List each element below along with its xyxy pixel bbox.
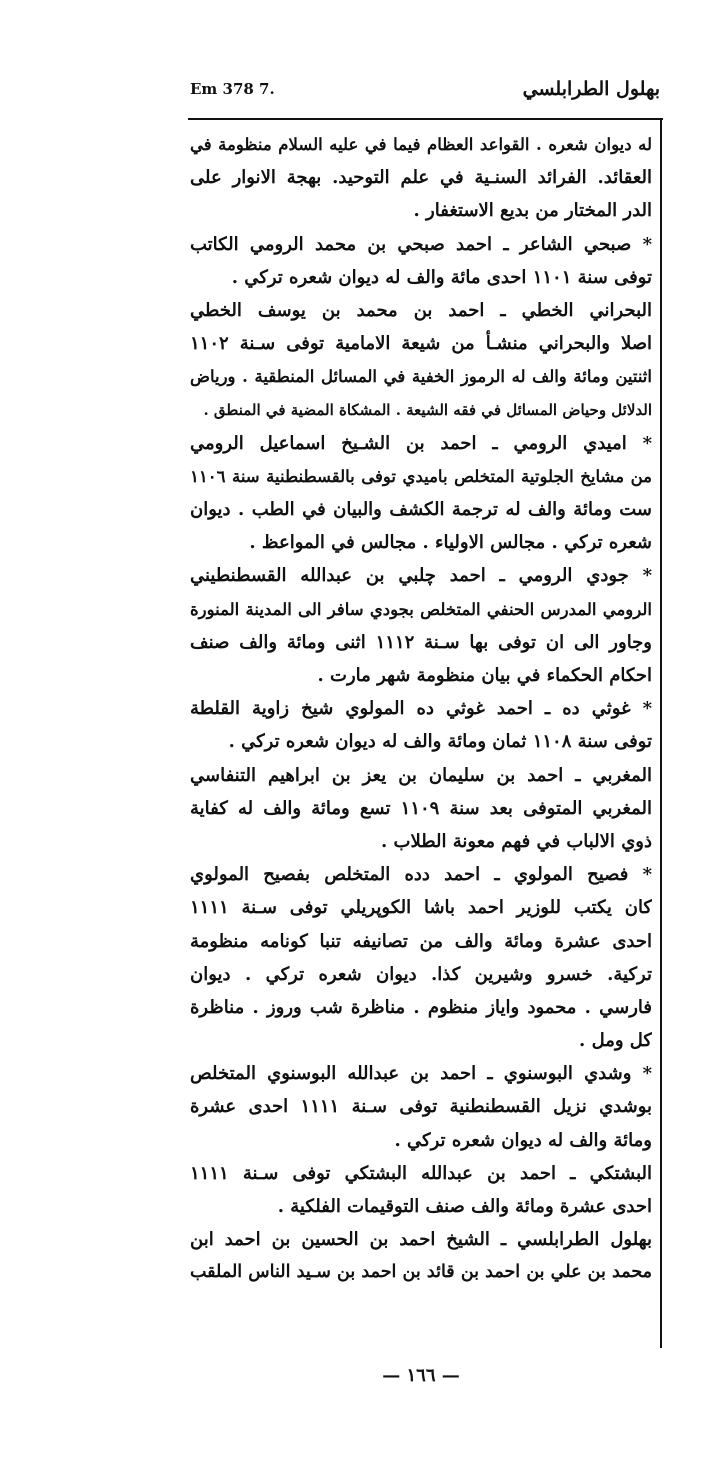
text-line: ست ومائة والف له ترجمة الكشف والبيان في الطب . ديوان bbox=[190, 499, 652, 521]
body-text bbox=[190, 128, 652, 1290]
text-line: بوشدي نزيل القسطنطنية توفى سـنة ١١١١ احدى عشرة bbox=[190, 1096, 652, 1118]
text-line: بهلول الطرابلسي ـ الشيخ احمد بن الحسين بن احمد ابن bbox=[190, 1229, 652, 1251]
text-line: تركية. خسرو وشيرين كذا. ديوان شعره تركي . ديوان bbox=[190, 963, 652, 985]
page-code: Em 378 7. bbox=[190, 80, 275, 98]
page-header bbox=[190, 78, 660, 108]
page-number: — ١٦٦ — bbox=[382, 1365, 460, 1386]
text-line: كل ومل . bbox=[579, 1030, 652, 1052]
text-line: المغربي المتوفى بعد سنة ١١٠٩ تسع ومائة والف له كفاية bbox=[190, 797, 652, 819]
text-line: وجاور الى ان توفى بها سـنة ١١١٢ اثنى ومائة والف صنف bbox=[190, 631, 652, 653]
margin-rule bbox=[660, 118, 662, 1348]
text-line: احدى عشرة ومائة والف صنف التوقيمات الفلكية . bbox=[277, 1196, 652, 1217]
text-line: ذوي الالباب في فهم معونة الطلاب . bbox=[381, 830, 652, 852]
text-line: احكام الحكماء في بيان منظومة شهر مارت . bbox=[317, 665, 652, 686]
text-line: اصلا والبحراني منشـأ من شيعة الامامية توفى سـنة ١١٠٢ bbox=[190, 333, 652, 355]
text-line: فارسي . محمود واياز منظوم . مناظرة شب وروز . مناظرة bbox=[190, 996, 652, 1018]
text-line: كان يكتب للوزير احمد باشا الكوپريلي توفى سـنة ١١١١ bbox=[190, 897, 652, 919]
text-line: شعره تركي . مجالس الاولياء . مجالس في المواعظ . bbox=[249, 532, 652, 554]
text-line: الرومي المدرس الحنفي المتخلص بجودي سافر الى المدينة المنورة bbox=[190, 599, 652, 619]
text-line: * وشدي البوسنوي ـ احمد بن عبدالله البوسنوي المتخلص bbox=[190, 1063, 652, 1085]
text-line: توفى سنة ١١٠١ احدى مائة والف له ديوان شعره تركي . bbox=[231, 266, 652, 288]
text-line: المغربي ـ احمد بن سليمان بن يعز بن ابراهيم التنفاسي bbox=[190, 764, 652, 786]
text-line: الدر المختار من بديع الاستغفار . bbox=[413, 200, 652, 222]
text-line: البحراني الخطي ـ احمد بن محمد بن يوسف الخطي bbox=[190, 299, 652, 321]
text-line: احدى عشرة ومائة والف من تصانيفه تنبا كونامه منظومة bbox=[190, 930, 652, 952]
text-line: * صبحي الشاعر ـ احمد صبحي بن محمد الرومي الكاتب bbox=[190, 233, 652, 255]
text-line: * فصيح المولوي ـ احمد دده المتخلص بفصيح المولوي bbox=[190, 864, 652, 886]
text-line: محمد بن علي بن احمد بن قائد بن احمد بن سـيد الناس الملقب bbox=[190, 1262, 652, 1283]
running-head: بهلول الطرابلسي bbox=[522, 78, 660, 100]
text-line: ومائة والف له ديوان شعره تركي . bbox=[394, 1129, 652, 1151]
text-line: اثنتين ومائة والف له الرموز الخفية في المسائل المنطقية . ورياض bbox=[190, 367, 652, 387]
text-line: له ديوان شعره . القواعد العظام فيما في عليه السلام منظومة في bbox=[190, 135, 652, 154]
text-line: العقائد. الفرائد السنـية في علم التوحيد. بهجة الانوار على bbox=[190, 167, 652, 189]
text-line: البشتكي ـ احمد بن عبدالله البشتكي توفى سـنة ١١١١ bbox=[190, 1162, 652, 1184]
text-line: الدلائل وحياض المسائل في فقه الشيعة . المشكاة المضية في المنطق . bbox=[203, 400, 652, 419]
header-rule bbox=[188, 118, 663, 120]
text-line: * غوثي ده ـ احمد غوثي ده المولوي شيخ زاوية القلطة bbox=[190, 698, 652, 720]
text-line: من مشايخ الجلوتية المتخلص باميدي توفى بالقسطنطنية سنة ١١٠٦ bbox=[190, 466, 652, 486]
text-line: * جودي الرومي ـ احمد چلبي بن عبدالله القسطنطيني bbox=[190, 565, 652, 587]
text-line: * اميدي الرومي ـ احمد بن الشـيخ اسماعيل الرومي bbox=[190, 432, 652, 454]
text-line: توفى سنة ١١٠٨ ثمان ومائة والف له ديوان شعره تركي . bbox=[228, 731, 652, 753]
